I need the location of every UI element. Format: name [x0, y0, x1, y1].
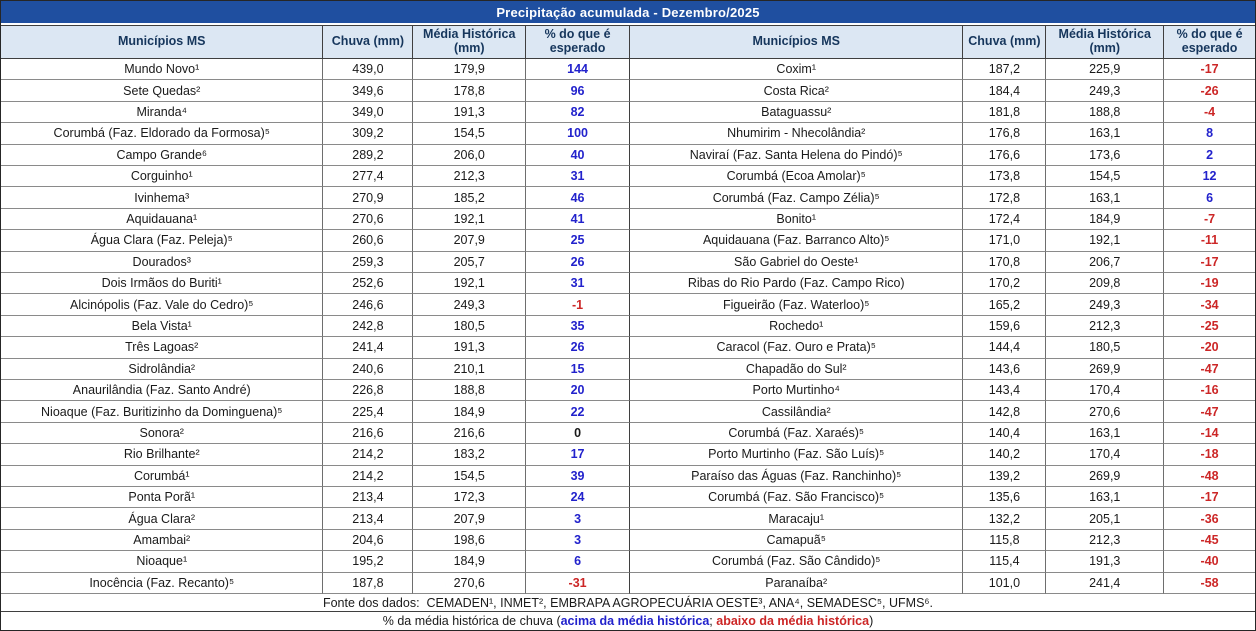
legend-above-average: acima da média histórica	[560, 614, 710, 628]
percent-expected-cell: -19	[1164, 273, 1255, 294]
percent-expected-cell: -25	[1164, 316, 1255, 337]
percent-expected-cell: 46	[526, 187, 630, 208]
historical-average-cell: 170,4	[1046, 444, 1164, 465]
percent-expected-cell: -11	[1164, 230, 1255, 251]
historical-average-cell: 188,8	[1046, 102, 1164, 123]
municipality-cell: Ribas do Rio Pardo (Faz. Campo Rico)	[630, 273, 963, 294]
percent-expected-cell: 144	[526, 59, 630, 80]
municipality-cell: Nioaque¹	[1, 551, 323, 572]
table-row	[1, 166, 1255, 187]
percent-expected-cell: -31	[526, 573, 630, 594]
table-row	[1, 337, 1255, 358]
table-row	[1, 401, 1255, 422]
municipality-cell: Corumbá (Faz. Xaraés)⁵	[630, 423, 963, 444]
percent-expected-cell: 17	[526, 444, 630, 465]
municipality-cell: Sete Quedas²	[1, 80, 323, 101]
historical-average-cell: 210,1	[413, 359, 526, 380]
rainfall-cell: 242,8	[323, 316, 413, 337]
percent-expected-cell: -16	[1164, 380, 1255, 401]
municipality-cell: São Gabriel do Oeste¹	[630, 252, 963, 273]
municipality-cell: Nhumirim - Nhecolândia²	[630, 123, 963, 144]
historical-average-cell: 163,1	[1046, 487, 1164, 508]
historical-average-cell: 179,9	[413, 59, 526, 80]
rainfall-cell: 226,8	[323, 380, 413, 401]
table-row	[1, 252, 1255, 273]
historical-average-cell: 154,5	[413, 123, 526, 144]
historical-average-cell: 180,5	[413, 316, 526, 337]
header-municipios-right: Municípios MS	[630, 25, 963, 59]
rainfall-cell: 277,4	[323, 166, 413, 187]
percent-expected-cell: 35	[526, 316, 630, 337]
rainfall-cell: 143,6	[963, 359, 1046, 380]
legend-note	[1, 612, 1255, 630]
legend-separator: ;	[709, 614, 717, 628]
municipality-cell: Porto Murtinho⁴	[630, 380, 963, 401]
municipality-cell: Aquidauana¹	[1, 209, 323, 230]
rainfall-cell: 176,6	[963, 145, 1046, 166]
rainfall-cell: 184,4	[963, 80, 1046, 101]
municipality-cell: Miranda⁴	[1, 102, 323, 123]
rainfall-cell: 309,2	[323, 123, 413, 144]
municipality-cell: Nioaque (Faz. Buritizinho da Dominguena)⁵	[1, 401, 323, 422]
historical-average-cell: 178,8	[413, 80, 526, 101]
rainfall-cell: 204,6	[323, 530, 413, 551]
historical-average-cell: 206,0	[413, 145, 526, 166]
historical-average-cell: 154,5	[413, 466, 526, 487]
rainfall-cell: 139,2	[963, 466, 1046, 487]
percent-expected-cell: -18	[1164, 444, 1255, 465]
table-row	[1, 380, 1255, 401]
rainfall-cell: 181,8	[963, 102, 1046, 123]
rainfall-cell: 252,6	[323, 273, 413, 294]
municipality-cell: Corumbá (Ecoa Amolar)⁵	[630, 166, 963, 187]
percent-expected-cell: 39	[526, 466, 630, 487]
table-row	[1, 423, 1255, 444]
historical-average-cell: 212,3	[1046, 530, 1164, 551]
historical-average-cell: 270,6	[413, 573, 526, 594]
rainfall-cell: 143,4	[963, 380, 1046, 401]
historical-average-cell: 191,3	[413, 102, 526, 123]
historical-average-cell: 192,1	[413, 209, 526, 230]
historical-average-cell: 207,9	[413, 230, 526, 251]
percent-expected-cell: 8	[1164, 123, 1255, 144]
rainfall-cell: 225,4	[323, 401, 413, 422]
municipality-cell: Dourados³	[1, 252, 323, 273]
percent-expected-cell: 6	[1164, 187, 1255, 208]
historical-average-cell: 212,3	[413, 166, 526, 187]
rainfall-cell: 240,6	[323, 359, 413, 380]
rainfall-cell: 349,6	[323, 80, 413, 101]
percent-expected-cell: 6	[526, 551, 630, 572]
historical-average-cell: 172,3	[413, 487, 526, 508]
percent-expected-cell: -17	[1164, 487, 1255, 508]
percent-expected-cell: -47	[1164, 359, 1255, 380]
rainfall-cell: 140,4	[963, 423, 1046, 444]
table-row	[1, 316, 1255, 337]
municipality-cell: Bela Vista¹	[1, 316, 323, 337]
historical-average-cell: 192,1	[413, 273, 526, 294]
rainfall-cell: 115,4	[963, 551, 1046, 572]
rainfall-cell: 170,8	[963, 252, 1046, 273]
percent-expected-cell: 26	[526, 337, 630, 358]
header-chuva-right: Chuva (mm)	[963, 25, 1046, 59]
percent-expected-cell: 96	[526, 80, 630, 101]
table-row	[1, 487, 1255, 508]
historical-average-cell: 249,3	[1046, 80, 1164, 101]
table-row	[1, 273, 1255, 294]
municipality-cell: Corumbá¹	[1, 466, 323, 487]
municipality-cell: Corumbá (Faz. Campo Zélia)⁵	[630, 187, 963, 208]
historical-average-cell: 269,9	[1046, 359, 1164, 380]
municipality-cell: Campo Grande⁶	[1, 145, 323, 166]
rainfall-cell: 171,0	[963, 230, 1046, 251]
rainfall-cell: 132,2	[963, 508, 1046, 529]
municipality-cell: Camapuã⁵	[630, 530, 963, 551]
historical-average-cell: 270,6	[1046, 401, 1164, 422]
rainfall-cell: 135,6	[963, 487, 1046, 508]
municipality-cell: Ponta Porã¹	[1, 487, 323, 508]
historical-average-cell: 191,3	[413, 337, 526, 358]
rainfall-cell: 195,2	[323, 551, 413, 572]
percent-expected-cell: 40	[526, 145, 630, 166]
municipality-cell: Anaurilândia (Faz. Santo André)	[1, 380, 323, 401]
rainfall-cell: 349,0	[323, 102, 413, 123]
percent-expected-cell: 25	[526, 230, 630, 251]
percent-expected-cell: 12	[1164, 166, 1255, 187]
header-media-historica-left: Média Histórica (mm)	[413, 25, 526, 59]
data-source-text: Fonte dos dados: CEMADEN¹, INMET², EMBRAPA AGROPECUÁRIA OESTE³, ANA⁴, SEMADESC⁵, UFMS⁶.	[322, 595, 934, 610]
municipality-cell: Figueirão (Faz. Waterloo)⁵	[630, 294, 963, 315]
percent-expected-cell: 0	[526, 423, 630, 444]
rainfall-cell: 187,8	[323, 573, 413, 594]
municipality-cell: Maracaju¹	[630, 508, 963, 529]
historical-average-cell: 216,6	[413, 423, 526, 444]
rainfall-cell: 214,2	[323, 444, 413, 465]
rainfall-cell: 270,6	[323, 209, 413, 230]
municipality-cell: Dois Irmãos do Buriti¹	[1, 273, 323, 294]
percent-expected-cell: -40	[1164, 551, 1255, 572]
percent-expected-cell: 3	[526, 508, 630, 529]
percent-expected-cell: -47	[1164, 401, 1255, 422]
rainfall-cell: 216,6	[323, 423, 413, 444]
percent-expected-cell: -7	[1164, 209, 1255, 230]
historical-average-cell: 185,2	[413, 187, 526, 208]
percent-expected-cell: 15	[526, 359, 630, 380]
percent-expected-cell: -4	[1164, 102, 1255, 123]
historical-average-cell: 163,1	[1046, 187, 1164, 208]
percent-expected-cell: -36	[1164, 508, 1255, 529]
historical-average-cell: 180,5	[1046, 337, 1164, 358]
rainfall-cell: 214,2	[323, 466, 413, 487]
table-row	[1, 80, 1255, 101]
municipality-cell: Corumbá (Faz. Eldorado da Formosa)⁵	[1, 123, 323, 144]
municipality-cell: Caracol (Faz. Ouro e Prata)⁵	[630, 337, 963, 358]
table-row	[1, 444, 1255, 465]
table-row	[1, 573, 1255, 594]
header-municipios-left: Municípios MS	[1, 25, 323, 59]
historical-average-cell: 206,7	[1046, 252, 1164, 273]
percent-expected-cell: -1	[526, 294, 630, 315]
municipality-cell: Costa Rica²	[630, 80, 963, 101]
percent-expected-cell: 20	[526, 380, 630, 401]
historical-average-cell: 184,9	[413, 401, 526, 422]
header-media-historica-right: Média Histórica (mm)	[1046, 25, 1164, 59]
historical-average-cell: 249,3	[1046, 294, 1164, 315]
table-row	[1, 530, 1255, 551]
municipality-cell: Cassilândia²	[630, 401, 963, 422]
municipality-cell: Ivinhema³	[1, 187, 323, 208]
municipality-cell: Inocência (Faz. Recanto)⁵	[1, 573, 323, 594]
municipality-cell: Amambai²	[1, 530, 323, 551]
table-row	[1, 123, 1255, 144]
municipality-cell: Rochedo¹	[630, 316, 963, 337]
municipality-cell: Paranaíba²	[630, 573, 963, 594]
percent-expected-cell: -17	[1164, 59, 1255, 80]
rainfall-cell: 144,4	[963, 337, 1046, 358]
rainfall-cell: 170,2	[963, 273, 1046, 294]
municipality-cell: Água Clara (Faz. Peleja)⁵	[1, 230, 323, 251]
historical-average-cell: 205,7	[413, 252, 526, 273]
historical-average-cell: 241,4	[1046, 573, 1164, 594]
percent-expected-cell: 41	[526, 209, 630, 230]
table-row	[1, 551, 1255, 572]
municipality-cell: Paraíso das Águas (Faz. Ranchinho)⁵	[630, 466, 963, 487]
table-title: Precipitação acumulada - Dezembro/2025	[1, 1, 1255, 25]
rainfall-cell: 172,4	[963, 209, 1046, 230]
historical-average-cell: 188,8	[413, 380, 526, 401]
percent-expected-cell: 24	[526, 487, 630, 508]
historical-average-cell: 184,9	[413, 551, 526, 572]
rainfall-cell: 176,8	[963, 123, 1046, 144]
historical-average-cell: 170,4	[1046, 380, 1164, 401]
table-row	[1, 209, 1255, 230]
percent-expected-cell: -26	[1164, 80, 1255, 101]
rainfall-cell: 289,2	[323, 145, 413, 166]
rainfall-cell: 172,8	[963, 187, 1046, 208]
historical-average-cell: 173,6	[1046, 145, 1164, 166]
historical-average-cell: 183,2	[413, 444, 526, 465]
municipality-cell: Porto Murtinho (Faz. São Luís)⁵	[630, 444, 963, 465]
percent-expected-cell: -34	[1164, 294, 1255, 315]
rainfall-cell: 187,2	[963, 59, 1046, 80]
historical-average-cell: 269,9	[1046, 466, 1164, 487]
header-pct-esperado-right: % do que é esperado	[1164, 25, 1255, 59]
historical-average-cell: 184,9	[1046, 209, 1164, 230]
percent-expected-cell: 22	[526, 401, 630, 422]
percent-expected-cell: -14	[1164, 423, 1255, 444]
historical-average-cell: 207,9	[413, 508, 526, 529]
historical-average-cell: 198,6	[413, 530, 526, 551]
rainfall-cell: 165,2	[963, 294, 1046, 315]
historical-average-cell: 163,1	[1046, 123, 1164, 144]
table-body	[1, 59, 1255, 594]
rainfall-cell: 439,0	[323, 59, 413, 80]
historical-average-cell: 163,1	[1046, 423, 1164, 444]
historical-average-cell: 191,3	[1046, 551, 1164, 572]
historical-average-cell: 212,3	[1046, 316, 1164, 337]
percent-expected-cell: 31	[526, 166, 630, 187]
rainfall-cell: 115,8	[963, 530, 1046, 551]
municipality-cell: Sidrolândia²	[1, 359, 323, 380]
municipality-cell: Aquidauana (Faz. Barranco Alto)⁵	[630, 230, 963, 251]
municipality-cell: Três Lagoas²	[1, 337, 323, 358]
rainfall-cell: 213,4	[323, 508, 413, 529]
percent-expected-cell: -17	[1164, 252, 1255, 273]
percent-expected-cell: -48	[1164, 466, 1255, 487]
municipality-cell: Naviraí (Faz. Santa Helena do Pindó)⁵	[630, 145, 963, 166]
table-row	[1, 359, 1255, 380]
rainfall-cell: 260,6	[323, 230, 413, 251]
municipality-cell: Água Clara²	[1, 508, 323, 529]
rainfall-cell: 259,3	[323, 252, 413, 273]
percent-expected-cell: 26	[526, 252, 630, 273]
historical-average-cell: 225,9	[1046, 59, 1164, 80]
legend-below-average: abaixo da média histórica	[716, 614, 870, 628]
municipality-cell: Rio Brilhante²	[1, 444, 323, 465]
header-chuva-left: Chuva (mm)	[323, 25, 413, 59]
table-header-row	[1, 25, 1255, 59]
municipality-cell: Corumbá (Faz. São Cândido)⁵	[630, 551, 963, 572]
municipality-cell: Corumbá (Faz. São Francisco)⁵	[630, 487, 963, 508]
table-row	[1, 230, 1255, 251]
percent-expected-cell: 3	[526, 530, 630, 551]
municipality-cell: Bataguassu²	[630, 102, 963, 123]
municipality-cell: Corguinho¹	[1, 166, 323, 187]
rainfall-cell: 159,6	[963, 316, 1046, 337]
historical-average-cell: 154,5	[1046, 166, 1164, 187]
data-source-note	[1, 594, 1255, 612]
table-row	[1, 187, 1255, 208]
historical-average-cell: 205,1	[1046, 508, 1164, 529]
percent-expected-cell: -45	[1164, 530, 1255, 551]
rainfall-cell: 241,4	[323, 337, 413, 358]
table-row	[1, 466, 1255, 487]
municipality-cell: Chapadão do Sul²	[630, 359, 963, 380]
table-row	[1, 102, 1255, 123]
percent-expected-cell: 100	[526, 123, 630, 144]
percent-expected-cell: 82	[526, 102, 630, 123]
municipality-cell: Coxim¹	[630, 59, 963, 80]
percent-expected-cell: 31	[526, 273, 630, 294]
rainfall-cell: 101,0	[963, 573, 1046, 594]
table-row	[1, 145, 1255, 166]
municipality-cell: Mundo Novo¹	[1, 59, 323, 80]
table-row	[1, 508, 1255, 529]
legend-suffix: )	[869, 614, 874, 628]
percent-expected-cell: 2	[1164, 145, 1255, 166]
header-pct-esperado-left: % do que é esperado	[526, 25, 630, 59]
historical-average-cell: 209,8	[1046, 273, 1164, 294]
rainfall-cell: 246,6	[323, 294, 413, 315]
rainfall-cell: 173,8	[963, 166, 1046, 187]
table-row	[1, 294, 1255, 315]
historical-average-cell: 192,1	[1046, 230, 1164, 251]
rainfall-cell: 140,2	[963, 444, 1046, 465]
rainfall-cell: 213,4	[323, 487, 413, 508]
legend-prefix: % da média histórica de chuva (	[382, 614, 561, 628]
municipality-cell: Alcinópolis (Faz. Vale do Cedro)⁵	[1, 294, 323, 315]
rainfall-cell: 270,9	[323, 187, 413, 208]
historical-average-cell: 249,3	[413, 294, 526, 315]
percent-expected-cell: -20	[1164, 337, 1255, 358]
percent-expected-cell: -58	[1164, 573, 1255, 594]
rainfall-cell: 142,8	[963, 401, 1046, 422]
municipality-cell: Bonito¹	[630, 209, 963, 230]
municipality-cell: Sonora²	[1, 423, 323, 444]
table-row	[1, 59, 1255, 80]
